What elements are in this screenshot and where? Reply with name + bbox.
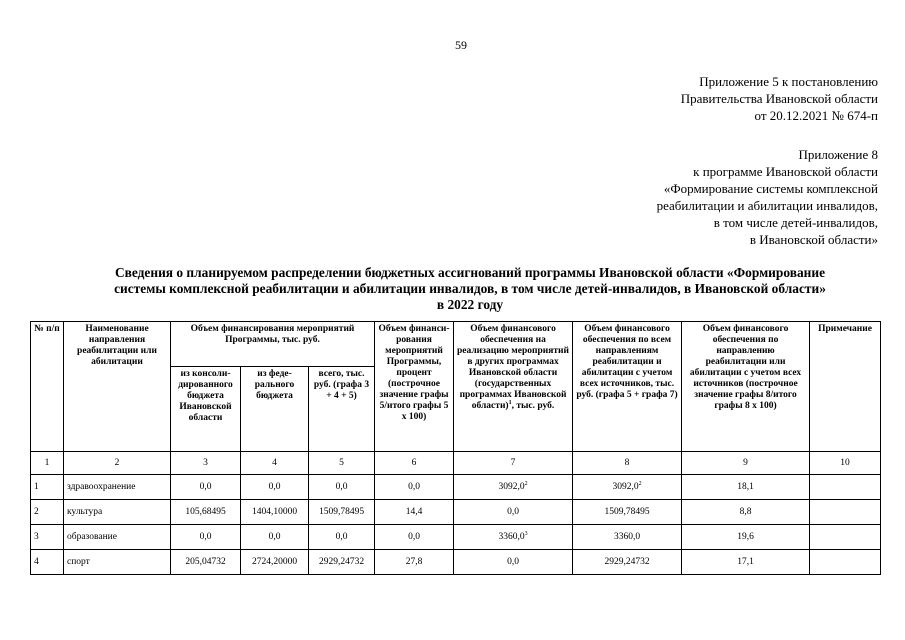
row-percent: 0,0 xyxy=(375,525,454,550)
table-row xyxy=(31,525,881,550)
row-federal: 0,0 xyxy=(241,525,309,550)
appendix-5-block xyxy=(681,73,878,124)
row-per-direction: 8,8 xyxy=(682,500,810,525)
row-consolidated: 0,0 xyxy=(171,475,241,500)
table-row xyxy=(31,550,881,575)
row-percent: 27,8 xyxy=(375,550,454,575)
document-title-line: системы комплексной реабилитации и абилитации инвалидов, в том числе детей-инвалидов, в Ивановской области» xyxy=(114,281,826,296)
appendix-8-line: к программе Ивановской области xyxy=(693,164,878,179)
row-note xyxy=(810,550,881,575)
row-total: 0,0 xyxy=(309,475,375,500)
row-direction: образование xyxy=(64,525,171,550)
row-num: 3 xyxy=(31,525,64,550)
row-percent: 0,0 xyxy=(375,475,454,500)
footnote-mark: 1 xyxy=(508,399,512,406)
row-all-directions xyxy=(573,500,682,525)
row-per-direction: 18,1 xyxy=(682,475,810,500)
row-other-programs xyxy=(454,475,573,500)
row-other-programs-value: 0,0 xyxy=(507,556,519,567)
row-federal: 0,0 xyxy=(241,475,309,500)
page-number: 59 xyxy=(455,38,467,52)
column-number: 1 xyxy=(31,452,64,475)
header-all-directions: Объем финансового обеспечения по всем направлениям реабилитации и абилитации с учетом всех источников, тыс. руб. (графа 5 + графа 7) xyxy=(573,322,682,452)
appendix-5-line: от 20.12.2021 № 674-п xyxy=(754,108,878,123)
header-other-programs-tail: , тыс. руб. xyxy=(511,401,555,411)
row-all-directions xyxy=(573,550,682,575)
row-total: 1509,78495 xyxy=(309,500,375,525)
row-consolidated: 205,04732 xyxy=(171,550,241,575)
appendix-8-line: Приложение 8 xyxy=(798,147,878,162)
header-other-programs xyxy=(454,322,573,452)
row-note xyxy=(810,500,881,525)
row-all-directions-value: 3360,0 xyxy=(613,531,641,542)
appendix-8-line: в Ивановской области» xyxy=(749,232,878,247)
row-note xyxy=(810,525,881,550)
header-percent: Объем финанси-рования мероприятий Программы, процент (построчное значение графы 5/итого графы 5 х 100) xyxy=(375,322,454,452)
header-row xyxy=(31,322,881,367)
header-other-programs-text: Объем финансового обеспечения на реализацию мероприятий в других программах Ивановской области (государственных программах Ивановской области) xyxy=(457,324,570,411)
footnote-mark: 3 xyxy=(524,530,528,537)
row-consolidated: 0,0 xyxy=(171,525,241,550)
row-total: 2929,24732 xyxy=(309,550,375,575)
row-percent: 14,4 xyxy=(375,500,454,525)
appendix-5-line: Приложение 5 к постановлению xyxy=(699,74,878,89)
column-number: 6 xyxy=(375,452,454,475)
row-num: 2 xyxy=(31,500,64,525)
budget-allocation-table xyxy=(30,321,881,575)
row-per-direction: 17,1 xyxy=(682,550,810,575)
column-number: 3 xyxy=(171,452,241,475)
row-other-programs xyxy=(454,550,573,575)
row-all-directions xyxy=(573,525,682,550)
row-total: 0,0 xyxy=(309,525,375,550)
row-num: 4 xyxy=(31,550,64,575)
document-title-line: в 2022 году xyxy=(436,297,504,312)
row-per-direction: 19,6 xyxy=(682,525,810,550)
row-num: 1 xyxy=(31,475,64,500)
row-other-programs xyxy=(454,500,573,525)
row-direction: спорт xyxy=(64,550,171,575)
row-consolidated: 105,68495 xyxy=(171,500,241,525)
appendix-8-line: «Формирование системы комплексной xyxy=(663,181,878,196)
row-all-directions-value: 3092,0 xyxy=(612,481,639,492)
row-federal: 2724,20000 xyxy=(241,550,309,575)
row-all-directions-value: 1509,78495 xyxy=(604,506,650,517)
row-all-directions-value: 2929,24732 xyxy=(604,556,650,567)
column-number: 8 xyxy=(573,452,682,475)
column-number-row xyxy=(31,452,881,475)
column-number: 10 xyxy=(810,452,881,475)
row-note xyxy=(810,475,881,500)
row-other-programs xyxy=(454,525,573,550)
row-other-programs-value: 3360,0 xyxy=(498,531,525,542)
header-consolidated: из консоли-дированного бюджета Ивановской области xyxy=(171,367,241,452)
row-all-directions xyxy=(573,475,682,500)
row-other-programs-value: 3092,0 xyxy=(498,481,525,492)
row-direction: здравоохранение xyxy=(64,475,171,500)
header-total: всего, тыс. руб. (графа 3 + 4 + 5) xyxy=(309,367,375,452)
appendix-8-line: реабилитации и абилитации инвалидов, xyxy=(656,198,878,213)
table-row xyxy=(31,500,881,525)
column-number: 4 xyxy=(241,452,309,475)
column-number: 9 xyxy=(682,452,810,475)
header-federal: из феде-рального бюджета xyxy=(241,367,309,452)
appendix-8-block xyxy=(657,146,878,248)
appendix-8-line: в том числе детей-инвалидов, xyxy=(713,215,878,230)
row-other-programs-value: 0,0 xyxy=(507,506,519,517)
header-direction: Наименование направления реабилитации или абилитации xyxy=(64,322,171,452)
header-per-direction: Объем финансового обеспечения по направлению реабилитации или абилитации с учетом всех источников (построчное значение графы 8/итого графы 8 х 100) xyxy=(682,322,810,452)
footnote-mark: 2 xyxy=(638,480,642,487)
header-funding-group: Объем финансирования мероприятий Программы, тыс. руб. xyxy=(171,322,375,367)
column-number: 2 xyxy=(64,452,171,475)
header-num: № п/п xyxy=(31,322,64,452)
document-title-line: Сведения о планируемом распределении бюджетных ассигнований программы Ивановской области «Формирование xyxy=(114,265,826,280)
row-direction: культура xyxy=(64,500,171,525)
column-number: 7 xyxy=(454,452,573,475)
table-row xyxy=(31,475,881,500)
header-note: Примечание xyxy=(810,322,881,452)
appendix-5-line: Правительства Ивановской области xyxy=(680,91,878,106)
row-federal: 1404,10000 xyxy=(241,500,309,525)
column-number: 5 xyxy=(309,452,375,475)
footnote-mark: 2 xyxy=(524,480,528,487)
document-title xyxy=(40,265,900,313)
